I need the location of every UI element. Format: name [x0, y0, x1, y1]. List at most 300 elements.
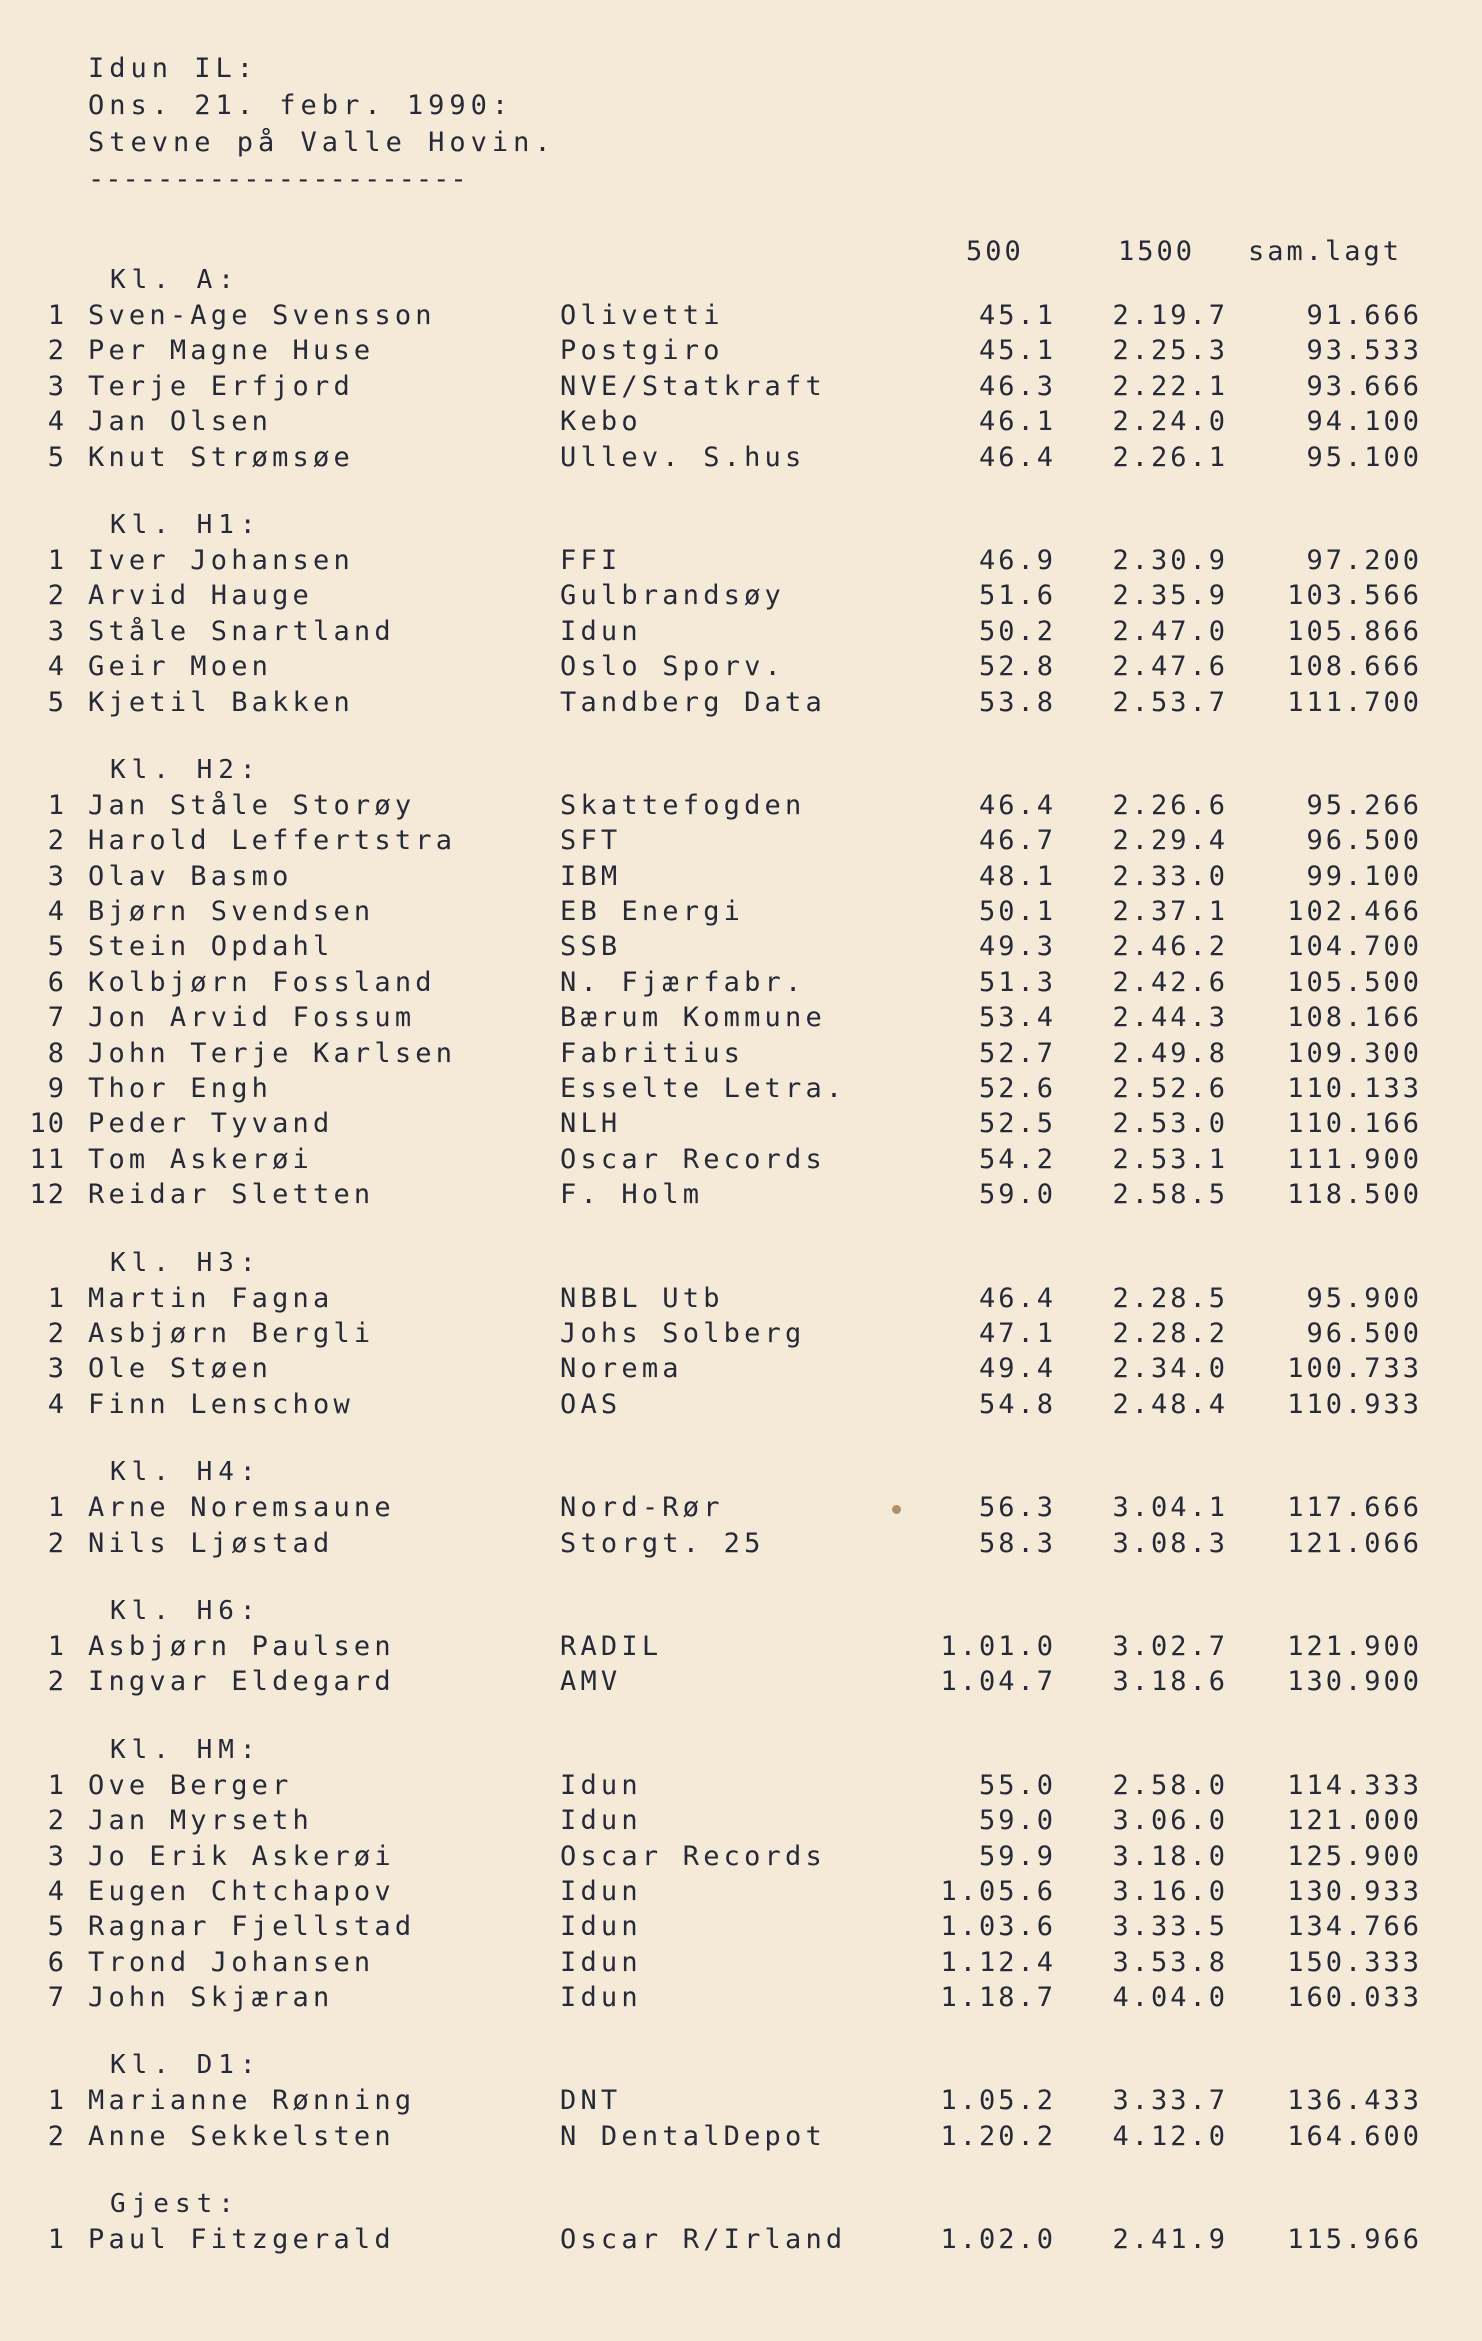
time-500: 50.1 [978, 896, 1056, 928]
class-label: Kl. D1: [110, 2050, 262, 2081]
class-section [0, 1245, 1482, 1423]
combined-points: 121.000 [1287, 1805, 1422, 1837]
placement: 1 [47, 1769, 66, 1801]
combined-points: 130.933 [1287, 1875, 1422, 1907]
result-row [0, 788, 1482, 823]
result-row [0, 1629, 1482, 1664]
combined-points: 160.033 [1287, 1982, 1422, 2014]
result-row [0, 1177, 1482, 1212]
time-500: 46.7 [978, 825, 1056, 857]
athlete-club: Nord-Rør [560, 1492, 724, 1524]
athlete-club: Gulbrandsøy [560, 580, 786, 612]
time-500: 46.3 [978, 370, 1056, 402]
placement: 12 [29, 1179, 66, 1211]
time-500: 45.1 [978, 300, 1056, 331]
time-1500: 3.06.0 [1112, 1805, 1228, 1837]
athlete-name: Ingvar Eldegard [88, 1666, 395, 1698]
placement: 2 [47, 1666, 66, 1698]
time-1500: 3.08.3 [1112, 1527, 1228, 1559]
result-row [0, 1490, 1482, 1525]
result-row [0, 1351, 1482, 1386]
result-row [0, 1142, 1482, 1177]
athlete-name: Nils Ljøstad [88, 1527, 334, 1559]
athlete-name: Peder Tyvand [88, 1108, 334, 1140]
result-row [0, 2222, 1482, 2257]
time-1500: 2.33.0 [1112, 860, 1228, 892]
athlete-club: Ullev. S.hus [560, 441, 806, 473]
placement: 10 [29, 1108, 66, 1140]
combined-points: 95.266 [1306, 789, 1422, 821]
athlete-club: Johs Solberg [560, 1317, 806, 1349]
time-500: 46.1 [978, 406, 1056, 438]
athlete-name: Jan Myrseth [88, 1805, 314, 1837]
athlete-club: Norema [560, 1353, 683, 1385]
athlete-club: Oscar R/Irland [560, 2224, 847, 2256]
athlete-name: Paul Fitzgerald [88, 2224, 395, 2256]
combined-points: 121.066 [1287, 1527, 1422, 1559]
combined-points: 110.133 [1287, 1073, 1422, 1105]
time-1500: 4.04.0 [1112, 1982, 1228, 2014]
placement: 2 [47, 1527, 66, 1559]
placement: 11 [29, 1143, 66, 1175]
combined-points: 108.166 [1287, 1002, 1422, 1034]
time-500: 1.05.2 [940, 2085, 1056, 2117]
result-row [0, 1316, 1482, 1351]
athlete-club: Olivetti [560, 300, 724, 331]
result-row [0, 929, 1482, 964]
time-1500: 3.53.8 [1112, 1946, 1228, 1978]
athlete-name: Reidar Sletten [88, 1179, 375, 1211]
athlete-name: Marianne Rønning [88, 2085, 416, 2117]
result-row [0, 894, 1482, 929]
athlete-club: NVE/Statkraft [560, 370, 826, 402]
combined-points: 111.900 [1287, 1143, 1422, 1175]
result-row [0, 1106, 1482, 1141]
athlete-name: John Skjæran [88, 1982, 334, 2014]
placement: 4 [47, 1388, 66, 1420]
time-1500: 2.28.2 [1112, 1317, 1228, 1349]
placement: 1 [47, 1630, 66, 1662]
time-1500: 2.58.5 [1112, 1179, 1228, 1211]
time-500: 54.8 [978, 1388, 1056, 1420]
result-row [0, 298, 1482, 333]
combined-points: 134.766 [1287, 1911, 1422, 1943]
class-label: Kl. H1: [110, 509, 262, 540]
combined-points: 91.666 [1306, 300, 1422, 331]
result-row [0, 1945, 1482, 1980]
athlete-name: Tom Askerøi [88, 1143, 314, 1175]
athlete-name: Kolbjørn Fossland [88, 966, 436, 998]
athlete-name: Bjørn Svendsen [88, 896, 375, 928]
time-1500: 4.12.0 [1112, 2120, 1228, 2152]
document-header [88, 50, 556, 198]
combined-points: 136.433 [1287, 2085, 1422, 2117]
time-500: 53.8 [978, 686, 1056, 718]
time-500: 1.02.0 [940, 2224, 1056, 2256]
placement: 2 [47, 1805, 66, 1837]
placement: 1 [47, 544, 66, 576]
time-500: 50.2 [978, 615, 1056, 647]
athlete-name: Martin Fagna [88, 1282, 334, 1314]
athlete-name: Harold Leffertstra [88, 825, 457, 857]
combined-points: 104.700 [1287, 931, 1422, 963]
placement: 7 [47, 1982, 66, 2014]
event-date: Ons. 21. febr. 1990: [88, 90, 514, 121]
time-1500: 2.25.3 [1112, 335, 1228, 367]
athlete-name: Trond Johansen [88, 1946, 375, 1978]
time-500: 52.8 [978, 651, 1056, 683]
result-row [0, 2083, 1482, 2118]
time-1500: 2.29.4 [1112, 825, 1228, 857]
time-500: 49.4 [978, 1353, 1056, 1385]
combined-points: 99.100 [1306, 860, 1422, 892]
time-500: 1.12.4 [940, 1946, 1056, 1978]
time-500: 58.3 [978, 1527, 1056, 1559]
athlete-name: Finn Lenschow [88, 1388, 354, 1420]
result-row [0, 1036, 1482, 1071]
athlete-name: Iver Johansen [88, 544, 354, 576]
placement: 4 [47, 651, 66, 683]
combined-points: 93.666 [1306, 370, 1422, 402]
result-row [0, 1803, 1482, 1838]
combined-points: 118.500 [1287, 1179, 1422, 1211]
athlete-club: Skattefogden [560, 789, 806, 821]
column-header-500: 500 [966, 236, 1024, 267]
athlete-club: Idun [560, 1805, 642, 1837]
athlete-club: IBM [560, 860, 622, 892]
class-label: Kl. H2: [110, 754, 262, 785]
placement: 5 [47, 1911, 66, 1943]
class-label: Kl. HM: [110, 1734, 262, 1765]
time-500: 59.0 [978, 1805, 1056, 1837]
placement: 4 [47, 1875, 66, 1907]
results-list [0, 262, 1482, 2258]
placement: 5 [47, 931, 66, 963]
athlete-club: NLH [560, 1108, 622, 1140]
time-500: 59.9 [978, 1840, 1056, 1872]
time-500: 46.9 [978, 544, 1056, 576]
class-section [0, 752, 1482, 1213]
athlete-name: Jon Arvid Fossum [88, 1002, 416, 1034]
time-1500: 2.24.0 [1112, 406, 1228, 438]
time-500: 59.0 [978, 1179, 1056, 1211]
class-section [0, 507, 1482, 720]
class-label: Kl. A: [110, 265, 240, 295]
combined-points: 130.900 [1287, 1666, 1422, 1698]
athlete-name: Sven-Age Svensson [88, 300, 436, 331]
athlete-name: Ole Støen [88, 1353, 273, 1385]
time-500: 1.20.2 [940, 2120, 1056, 2152]
header-underline: ---------------------- [88, 164, 468, 195]
time-1500: 2.53.1 [1112, 1143, 1228, 1175]
placement: 2 [47, 825, 66, 857]
result-row [0, 1874, 1482, 1909]
time-1500: 2.53.0 [1112, 1108, 1228, 1140]
time-1500: 2.49.8 [1112, 1037, 1228, 1069]
time-500: 49.3 [978, 931, 1056, 963]
placement: 6 [47, 1946, 66, 1978]
combined-points: 110.166 [1287, 1108, 1422, 1140]
time-1500: 3.04.1 [1112, 1492, 1228, 1524]
time-500: 54.2 [978, 1143, 1056, 1175]
athlete-name: Jo Erik Askerøi [88, 1840, 395, 1872]
class-label: Kl. H6: [110, 1595, 262, 1626]
athlete-name: John Terje Karlsen [88, 1037, 457, 1069]
combined-points: 117.666 [1287, 1492, 1422, 1524]
time-1500: 2.26.1 [1112, 441, 1228, 473]
result-row [0, 1387, 1482, 1422]
result-row [0, 649, 1482, 684]
class-section [0, 1732, 1482, 2016]
time-1500: 2.28.5 [1112, 1282, 1228, 1314]
athlete-club: Idun [560, 1911, 642, 1943]
result-row [0, 333, 1482, 368]
athlete-club: N. Fjærfabr. [560, 966, 806, 998]
athlete-club: Storgt. 25 [560, 1527, 765, 1559]
result-row [0, 1839, 1482, 1874]
result-row [0, 578, 1482, 613]
time-500: 53.4 [978, 1002, 1056, 1034]
time-500: 46.4 [978, 789, 1056, 821]
combined-points: 150.333 [1287, 1946, 1422, 1978]
athlete-club: AMV [560, 1666, 622, 1698]
result-row [0, 1071, 1482, 1106]
combined-points: 95.100 [1306, 441, 1422, 473]
athlete-club: OAS [560, 1388, 622, 1420]
time-500: 1.01.0 [940, 1630, 1056, 1662]
athlete-club: Esselte Letra. [560, 1073, 847, 1105]
athlete-club: SFT [560, 825, 622, 857]
athlete-name: Eugen Chtchapov [88, 1875, 395, 1907]
placement: 5 [47, 686, 66, 718]
athlete-name: Olav Basmo [88, 860, 293, 892]
time-1500: 2.35.9 [1112, 580, 1228, 612]
combined-points: 103.566 [1287, 580, 1422, 612]
result-row [0, 1526, 1482, 1561]
time-500: 45.1 [978, 335, 1056, 367]
placement: 1 [47, 1282, 66, 1314]
result-row [0, 1980, 1482, 2015]
class-section [0, 1593, 1482, 1700]
class-section [0, 2047, 1482, 2154]
athlete-name: Asbjørn Paulsen [88, 1630, 395, 1662]
result-row [0, 859, 1482, 894]
time-1500: 3.02.7 [1112, 1630, 1228, 1662]
result-row [0, 404, 1482, 439]
athlete-name: Terje Erfjord [88, 370, 354, 402]
class-section [0, 1454, 1482, 1561]
athlete-club: Kebo [560, 406, 642, 438]
column-header-1500: 1500 [1118, 236, 1196, 267]
combined-points: 102.466 [1287, 896, 1422, 928]
time-500: 46.4 [978, 1282, 1056, 1314]
time-1500: 2.52.6 [1112, 1073, 1228, 1105]
time-500: 52.7 [978, 1037, 1056, 1069]
result-row [0, 965, 1482, 1000]
placement: 9 [47, 1073, 66, 1105]
time-500: 47.1 [978, 1317, 1056, 1349]
athlete-name: Asbjørn Bergli [88, 1317, 375, 1349]
athlete-club: EB Energi [560, 896, 745, 928]
athlete-club: DNT [560, 2085, 622, 2117]
combined-points: 109.300 [1287, 1037, 1422, 1069]
time-1500: 2.48.4 [1112, 1388, 1228, 1420]
time-500: 51.6 [978, 580, 1056, 612]
combined-points: 115.966 [1287, 2224, 1422, 2256]
athlete-name: Anne Sekkelsten [88, 2120, 395, 2152]
placement: 4 [47, 406, 66, 438]
athlete-club: Tandberg Data [560, 686, 826, 718]
placement: 6 [47, 966, 66, 998]
athlete-club: Idun [560, 1769, 642, 1801]
time-1500: 2.34.0 [1112, 1353, 1228, 1385]
result-row [0, 440, 1482, 475]
combined-points: 93.533 [1306, 335, 1422, 367]
placement: 2 [47, 2120, 66, 2152]
athlete-club: SSB [560, 931, 622, 963]
athlete-club: Idun [560, 615, 642, 647]
time-1500: 2.42.6 [1112, 966, 1228, 998]
placement: 3 [47, 615, 66, 647]
placement: 8 [47, 1037, 66, 1069]
athlete-name: Jan Olsen [88, 406, 273, 438]
time-1500: 3.33.5 [1112, 1911, 1228, 1943]
athlete-club: Fabritius [560, 1037, 745, 1069]
placement: 2 [47, 580, 66, 612]
athlete-club: FFI [560, 544, 622, 576]
class-label: Kl. H3: [110, 1247, 262, 1278]
time-500: 1.03.6 [940, 1911, 1056, 1943]
athlete-club: Oscar Records [560, 1840, 826, 1872]
time-1500: 3.18.0 [1112, 1840, 1228, 1872]
result-row [0, 1664, 1482, 1699]
placement: 4 [47, 896, 66, 928]
athlete-club: F. Holm [560, 1179, 704, 1211]
time-500: 1.05.6 [940, 1875, 1056, 1907]
athlete-name: Arne Noremsaune [88, 1492, 395, 1524]
time-500: 52.5 [978, 1108, 1056, 1140]
combined-points: 105.500 [1287, 966, 1422, 998]
class-label: Kl. H4: [110, 1457, 262, 1488]
placement: 1 [47, 789, 66, 821]
athlete-name: Kjetil Bakken [88, 686, 354, 718]
event-venue: Stevne på Valle Hovin. [88, 127, 556, 158]
result-row [0, 2119, 1482, 2154]
result-row [0, 685, 1482, 720]
class-section [0, 262, 1482, 475]
placement: 1 [47, 300, 66, 331]
athlete-name: Jan Ståle Storøy [88, 789, 416, 821]
placement: 1 [47, 2224, 66, 2256]
time-500: 55.0 [978, 1769, 1056, 1801]
placement: 2 [47, 335, 66, 367]
time-500: 1.04.7 [940, 1666, 1056, 1698]
athlete-club: RADIL [560, 1630, 663, 1662]
time-1500: 2.22.1 [1112, 370, 1228, 402]
time-500: 52.6 [978, 1073, 1056, 1105]
athlete-club: N DentalDepot [560, 2120, 826, 2152]
time-1500: 2.47.6 [1112, 651, 1228, 683]
combined-points: 114.333 [1287, 1769, 1422, 1801]
result-row [0, 823, 1482, 858]
club-name: Idun IL: [88, 53, 259, 84]
athlete-name: Per Magne Huse [88, 335, 375, 367]
class-section [0, 2186, 1482, 2257]
time-500: 48.1 [978, 860, 1056, 892]
athlete-name: Thor Engh [88, 1073, 273, 1105]
athlete-name: Ove Berger [88, 1769, 293, 1801]
time-500: 51.3 [978, 966, 1056, 998]
combined-points: 105.866 [1287, 615, 1422, 647]
time-1500: 2.30.9 [1112, 544, 1228, 576]
combined-points: 95.900 [1306, 1282, 1422, 1314]
time-1500: 3.18.6 [1112, 1666, 1228, 1698]
time-500: 1.18.7 [940, 1982, 1056, 2014]
time-1500: 2.47.0 [1112, 615, 1228, 647]
athlete-club: Idun [560, 1946, 642, 1978]
result-row [0, 1000, 1482, 1035]
class-label: Gjest: [110, 2189, 240, 2220]
athlete-name: Stein Opdahl [88, 931, 334, 963]
time-1500: 2.58.0 [1112, 1769, 1228, 1801]
combined-points: 100.733 [1287, 1353, 1422, 1385]
athlete-club: Bærum Kommune [560, 1002, 826, 1034]
time-1500: 2.44.3 [1112, 1002, 1228, 1034]
athlete-name: Geir Moen [88, 651, 273, 683]
combined-points: 110.933 [1287, 1388, 1422, 1420]
athlete-club: NBBL Utb [560, 1282, 724, 1314]
combined-points: 164.600 [1287, 2120, 1422, 2152]
athlete-club: Oslo Sporv. [560, 651, 786, 683]
result-row [0, 369, 1482, 404]
athlete-name: Ragnar Fjellstad [88, 1911, 416, 1943]
athlete-club: Idun [560, 1875, 642, 1907]
time-1500: 2.19.7 [1112, 300, 1228, 331]
placement: 5 [47, 441, 66, 473]
time-1500: 2.53.7 [1112, 686, 1228, 718]
time-1500: 2.46.2 [1112, 931, 1228, 963]
result-row [0, 1909, 1482, 1944]
time-500: 56.3 [978, 1492, 1056, 1524]
placement: 3 [47, 1353, 66, 1385]
time-1500: 2.37.1 [1112, 896, 1228, 928]
time-1500: 3.16.0 [1112, 1875, 1228, 1907]
result-row [0, 1768, 1482, 1803]
combined-points: 96.500 [1306, 1317, 1422, 1349]
time-500: 46.4 [978, 441, 1056, 473]
column-header-total: sam.lagt [1248, 236, 1403, 267]
combined-points: 125.900 [1287, 1840, 1422, 1872]
athlete-name: Knut Strømsøe [88, 441, 354, 473]
placement: 3 [47, 1840, 66, 1872]
paper-spot [892, 1505, 901, 1514]
result-row [0, 1281, 1482, 1316]
result-row [0, 614, 1482, 649]
combined-points: 94.100 [1306, 406, 1422, 438]
placement: 1 [47, 2085, 66, 2117]
athlete-club: Oscar Records [560, 1143, 826, 1175]
time-1500: 3.33.7 [1112, 2085, 1228, 2117]
combined-points: 97.200 [1306, 544, 1422, 576]
time-1500: 2.41.9 [1112, 2224, 1228, 2256]
combined-points: 121.900 [1287, 1630, 1422, 1662]
placement: 2 [47, 1317, 66, 1349]
combined-points: 108.666 [1287, 651, 1422, 683]
placement: 3 [47, 860, 66, 892]
athlete-name: Ståle Snartland [88, 615, 395, 647]
placement: 7 [47, 1002, 66, 1034]
time-1500: 2.26.6 [1112, 789, 1228, 821]
